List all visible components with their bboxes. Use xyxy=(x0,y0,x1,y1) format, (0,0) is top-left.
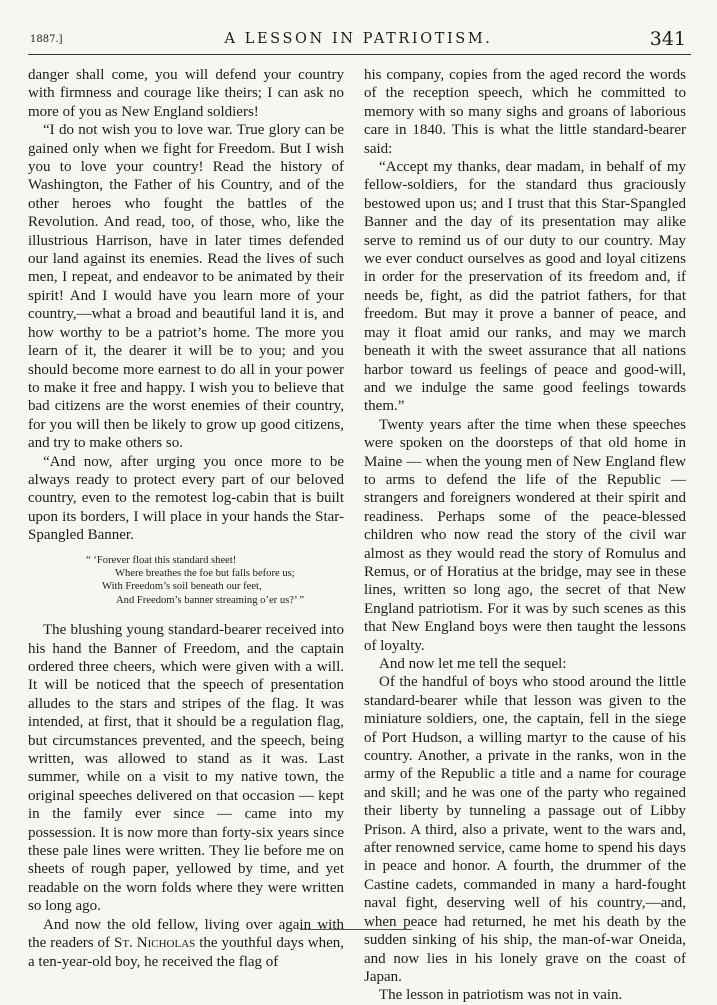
poem-line: “ ‘Forever float this standard sheet! xyxy=(86,554,237,566)
paragraph: “I do not wish you to love war. True glory can be gained only when we fight for Freedom. But I wish you to love your country! Read the history of Washington, the Father of his Country, and of the other heroes who fought the battles of the Revolution. And read, too, of those, who, like the illustrious Harrison, have in later times defended our land against its enemies. Read the lives of such men, I repeat, and endeavor to be animated by their spirit! And I would have you learn more of your country,—what a broad and beautiful land it is, and how worthy to be a patriot’s home. The more you learn of it, the dearer it will be to you; and you should become more earnest to do all in your power to make it free and happy. I wish you to believe that bad citizens are the worst enemies of their country, for you will then be likely to grow up good citizens, and try to make others so. xyxy=(28,122,344,452)
left-column xyxy=(28,66,344,971)
issue-year: 1887.] xyxy=(30,34,63,45)
running-title: A LESSON IN PATRIOTISM. xyxy=(224,31,493,47)
paragraph: The blushing young standard-bearer received into his hand the Banner of Freedom, and the captain ordered three cheers, which were given with a will. It will be noticed that the speech of presentation alludes to the stars and stripes of the flag. It was intended, at first, that it should be a regulation flag, but circumstances prevented, and the speech, being written, was allowed to stand as it was. Last summer, while on a visit to my native town, the original speeches delivered on that occasion — kept in the family ever since — came into my possession. It is now more than forty-six years since these pale lines were written. They lie before me on sheets of rough paper, yellowed by time, and yet readable on the worn folds where they were written so long ago. xyxy=(28,622,344,915)
poem-quote xyxy=(28,554,344,608)
poem-line: Where breathes the foe but falls before us; xyxy=(115,567,295,579)
poem-line: And Freedom’s banner streaming o’er us?’ ” xyxy=(116,594,305,606)
paragraph: The lesson in patriotism was not in vain. xyxy=(379,987,623,1004)
paragraph: And now let me tell the sequel: xyxy=(379,656,567,672)
running-header xyxy=(28,30,689,54)
page-number: 341 xyxy=(649,28,686,50)
paragraph: Of the handful of boys who stood around the little standard-bearer while that lesson was given to the miniature soldiers, one, the captain, fell in the siege of Port Hudson, a willing martyr to the cause of his country. Another, a private in the ranks, won in the army of the Republic a title and a name for courage and skill; and he was one of the party who regained their liberty by tunneling a passage out of Libby Prison. A third, also a private, went to the wars and, after renowned service, came home to spend his days in peace and honor. A fourth, the drummer of the Castine cadets, commanded in many a hard-fought naval fight, deserving well of his country,—and, when peace had returned, he met his death by the sudden sinking of his ship, the man-of-war Oneida, and now lies in his lonely grave on the coast of Japan. xyxy=(364,674,686,985)
paragraph: “And now, after urging you once more to be always ready to protect every part of our beloved country, even to the remotest log-cabin that is built upon its borders, I will place in your hands the Star-Spangled Banner. xyxy=(28,453,344,544)
paragraph: danger shall come, you will defend your country with firmness and courage like theirs; I can ask no more of you as New England soldiers! xyxy=(28,67,344,120)
end-rule xyxy=(300,929,412,930)
poem-line: With Freedom’s soil beneath our feet, xyxy=(102,581,262,593)
magazine-name: St. Nicholas xyxy=(114,935,196,952)
text-run: And now the old fellow, living over again with the readers of xyxy=(28,916,344,952)
right-column xyxy=(364,66,686,1005)
text-run: the youthful days when, a ten-year-old boy, he received the flag of xyxy=(28,935,345,970)
header-rule xyxy=(28,54,691,55)
paragraph: his company, copies from the aged record the words of the reception speech, which he committed to memory with so many sighs and groans of laborious care in 1840. This is what the little standard-bearer said: xyxy=(364,67,686,157)
paragraph xyxy=(28,916,344,971)
paragraph: “Accept my thanks, dear madam, in behalf of my fellow-soldiers, for the standard thus graciously bestowed upon us; and I trust that this Star-Spangled Banner and the day of its presentation may alike serve to remind us of our duty to our country. May we ever conduct ourselves as good and loyal citizens in order for the preservation of its freedom and, if needs be, fight, as did the patriot fathers, for that freedom. But may it prove a banner of peace, and may it float amid our ranks, and may we march beneath it with the sweet assurance that all nations harbor toward us feelings of peace and good-will, and we indulge the same good feelings towards them.” xyxy=(364,159,686,415)
paragraph: Twenty years after the time when these speeches were spoken on the doorsteps of that old home in Maine — when the young men of New England flew to arms to defend the life of the Republic — strangers and foreigners wondered at their spirit and readiness. Perhaps some of the peace-blessed children who now read the story of the civil war almost as they would read the story of Romulus and Remus, or of Horatius at the bridge, may see in these lines, written so long ago, the secret of that New England patriotism. For it was by such scenes as this that New England boys were then taught the lessons of loyalty. xyxy=(364,416,686,654)
